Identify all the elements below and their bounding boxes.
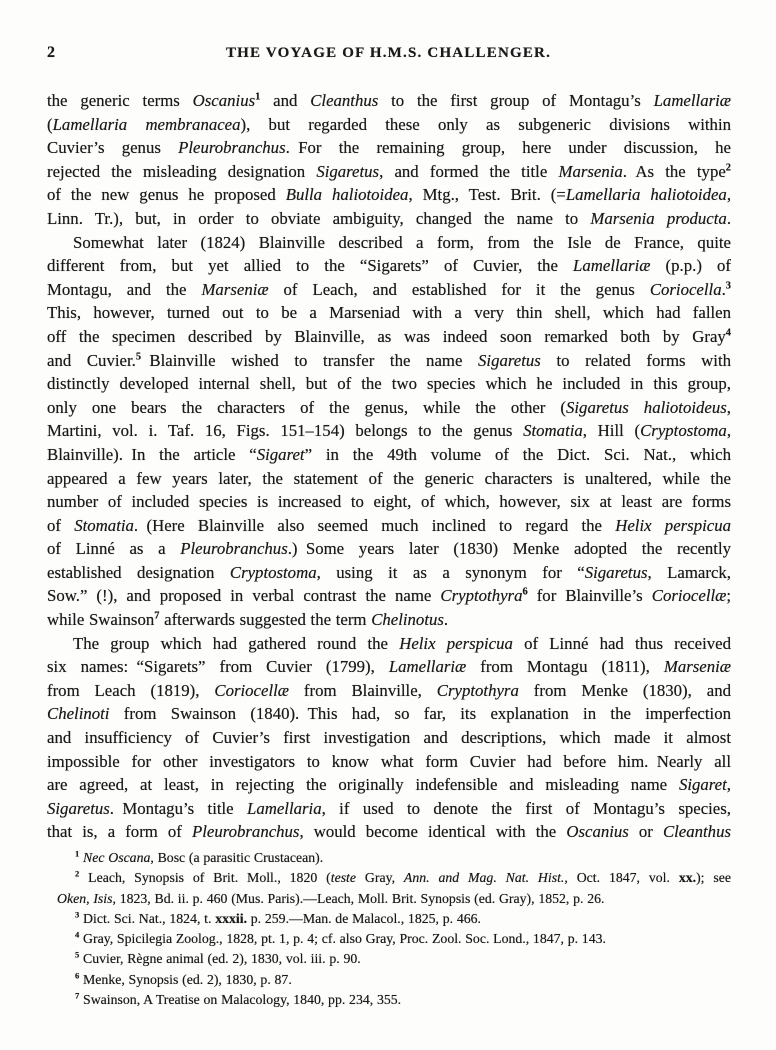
body-line: different from, but yet allied to the “Sigarets” of Cuvier, the Lamellariæ (p.p.) of — [47, 256, 731, 276]
page-number: 2 — [47, 44, 55, 61]
body-line: are agreed, at least, in rejecting the originally indefensible and misleading name Sigaret, — [47, 775, 731, 795]
page-header — [47, 44, 730, 64]
body-line: Sow.” (!), and proposed in verbal contrast the name Cryptothyra$^6$ for Blainville’s Coriocellæ; — [47, 586, 731, 606]
body-line: This, however, turned out to be a Marseniad with a very thin shell, which had fallen — [47, 303, 731, 323]
body-line: Montagu, and the Marseniæ of Leach, and established for it the genus Coriocella.$^3$ — [47, 279, 731, 299]
body-line: Sigaretus. Montagu’s title Lamellaria, if used to denote the first of Montagu’s species, — [47, 798, 731, 818]
body-line: and Cuvier.$^5$ Blainville wished to transfer the name Sigaretus to related forms with — [47, 350, 731, 370]
footnote-line: Oken, Isis, 1823, Bd. ii. p. 460 (Mus. Paris).—Leach, Moll. Brit. Synopsis (ed. Gray), 1852, p. 26. — [57, 890, 605, 906]
body-line: of Linné as a Pleurobranchus.) Some years later (1830) Menke adopted the recently — [47, 539, 731, 559]
body-line: Somewhat later (1824) Blainville described a form, from the Isle de France, quite — [73, 232, 731, 252]
body-line: Chelinoti from Swainson (1840). This had, so far, its explanation in the imperfection — [47, 704, 731, 724]
body-line: (Lamellaria membranacea), but regarded these only as subgeneric divisions within — [47, 114, 731, 134]
body-line: the generic terms Oscanius$^1$ and Cleanthus to the first group of Montagu’s Lamellariæ — [47, 91, 731, 110]
body-line: appeared a few years later, the statement of the generic characters is unaltered, while the — [47, 468, 731, 488]
body-line: Linn. Tr.), but, in order to obviate ambiguity, changed the name to Marsenia producta. — [47, 208, 731, 228]
body-line: off the specimen described by Blainville, as was indeed soon remarked both by Gray$^4$ — [47, 326, 731, 346]
body-line: six names: “Sigarets” from Cuvier (1799), Lamellariæ from Montagu (1811), Marseniæ — [47, 657, 731, 677]
body-line: established designation Cryptostoma, using it as a synonym for “Sigaretus, Lamarck, — [47, 562, 731, 582]
body-line: from Leach (1819), Coriocellæ from Blainville, Cryptothyra from Menke (1830), and — [47, 680, 731, 700]
footnote-line: $^7$ Swainson, A Treatise on Malacology, 1840, pp. 234, 355. — [75, 990, 402, 1008]
footnote-line: $^3$ Dict. Sci. Nat., 1824, t. xxxii. p. 259.—Man. de Malacol., 1825, p. 466. — [75, 909, 481, 926]
body-line: that is, a form of Pleurobranchus, would become identical with the Oscanius or Cleanthus — [47, 822, 731, 842]
body-line: The group which had gathered round the Helix perspicua of Linné had thus received — [73, 633, 731, 653]
footnote-line: $^5$ Cuvier, Règne animal (ed. 2), 1830, vol. iii. p. 90. — [75, 949, 361, 967]
running-title: THE VOYAGE OF H.M.S. CHALLENGER. — [225, 45, 552, 61]
body-line: impossible for other investigators to know what form Cuvier had before him. Nearly all — [47, 751, 731, 771]
body-line: rejected the misleading designation Sigaretus, and formed the title Marsenia. As the type$^2$ — [47, 161, 731, 181]
footnote-line: $^1$ Nec Oscana, Bosc (a parasitic Crustacean). — [75, 848, 324, 865]
footnote-line: $^6$ Menke, Synopsis (ed. 2), 1830, p. 87. — [75, 970, 292, 987]
body-line: number of included species is increased to eight, of which, however, six at least are forms — [47, 492, 731, 512]
body-line: and insufficiency of Cuvier’s first investigation and descriptions, which made it almost — [47, 728, 731, 748]
body-line: distinctly developed internal shell, but of the two species which he included in this group, — [47, 374, 731, 394]
body-line: of the new genus he proposed Bulla haliotoidea, Mtg., Test. Brit. (=Lamellaria haliotoidea, — [47, 185, 731, 205]
body-line: Martini, vol. i. Taf. 16, Figs. 151–154) belongs to the genus Stomatia, Hill (Cryptostoma, — [47, 421, 731, 441]
body-line: of Stomatia. (Here Blainville also seemed much inclined to regard the Helix perspicua — [47, 515, 731, 535]
body-line: while Swainson$^7$ afterwards suggested the term Chelinotus. — [47, 610, 449, 630]
body-text — [47, 89, 731, 844]
body-line: only one bears the characters of the genus, while the other (Sigaretus haliotoideus, — [47, 397, 731, 417]
body-line: Cuvier’s genus Pleurobranchus. For the remaining group, here under discussion, he — [47, 138, 731, 158]
footnote-line: $^4$ Gray, Spicilegia Zoolog., 1828, pt. 1, p. 4; cf. also Gray, Proc. Zool. Soc. Lond., 1847, p. 143. — [75, 929, 606, 947]
footnote-line: $^2$ Leach, Synopsis of Brit. Moll., 1820 (teste Gray, Ann. and Mag. Nat. Hist., Oct. 1847, vol. xx.); see — [75, 868, 731, 886]
footnotes — [47, 848, 731, 1010]
body-line: Blainville). In the article “Sigaret” in the 49th volume of the Dict. Sci. Nat., which — [47, 444, 731, 464]
